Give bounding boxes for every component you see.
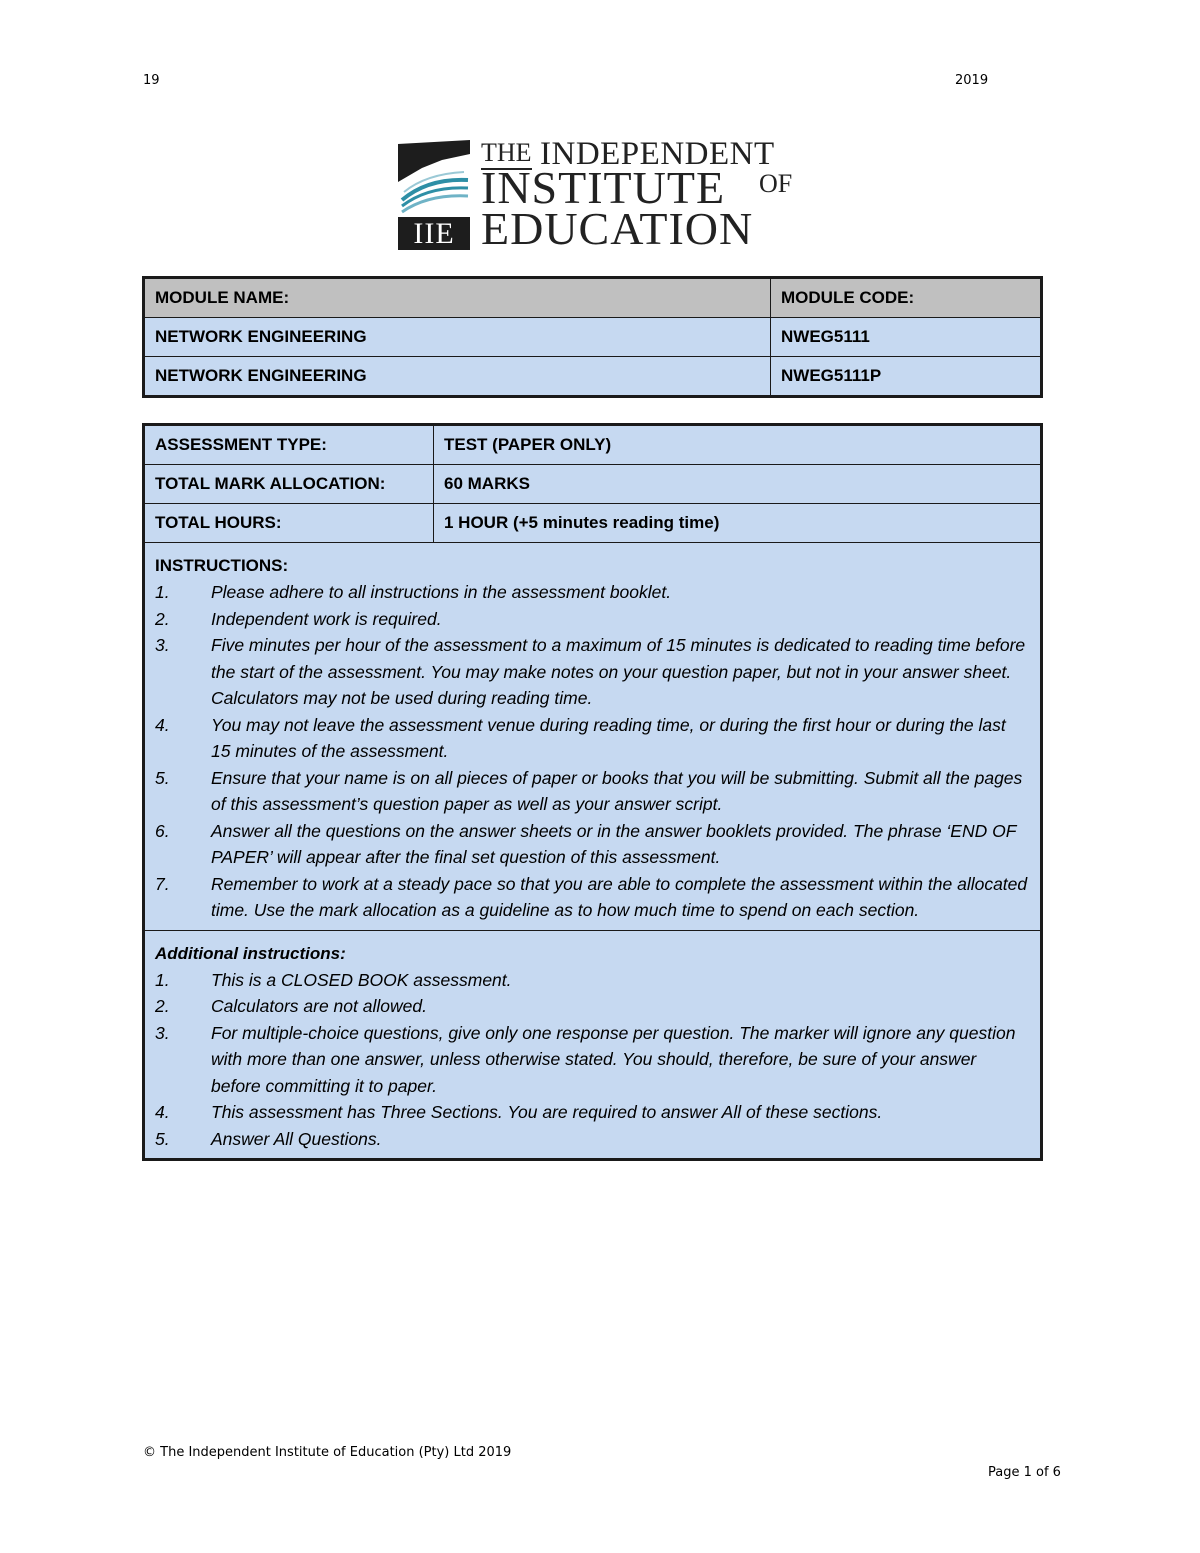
item-text: Remember to work at a steady pace so that you are able to complete the assessment within the allocated time. Use the mark allocation as a guideline as to how much time to spend on each section.: [211, 873, 1028, 920]
table-row: [144, 465, 1042, 504]
page-number: Page 1 of 6: [988, 1465, 1061, 1480]
total-mark-value: 60 MARKS: [434, 465, 1042, 504]
table-row: [144, 318, 1042, 357]
item-number: 4.: [155, 714, 170, 735]
item-text: For multiple-choice questions, give only one response per question. The marker will ignore any question with more than one answer, unless otherwise stated. You should, therefore, be sure of your answer before committing it to paper.: [211, 1022, 1016, 1096]
instructions-title: INSTRUCTIONS:: [155, 556, 289, 575]
item-number: 4.: [155, 1102, 170, 1122]
list-item: [155, 871, 1030, 924]
item-text: This assessment has Three Sections. You are required to answer All of these sections.: [211, 1102, 883, 1122]
assessment-table: [142, 423, 1043, 1161]
total-mark-label: TOTAL MARK ALLOCATION:: [144, 465, 434, 504]
item-number: 1.: [155, 969, 170, 990]
list-item: [155, 632, 1030, 712]
list-item: [155, 765, 1030, 818]
assessment-type-label: ASSESSMENT TYPE:: [144, 425, 434, 465]
logo-institute: INSTITUTE: [481, 162, 726, 213]
item-text: Five minutes per hour of the assessment to a maximum of 15 minutes is dedicated to reading time before the start of the assessment. You may make notes on your question paper, but not in your answer sheet. Calculators may not be used during reading time.: [211, 635, 1026, 708]
total-hours-label: TOTAL HOURS:: [144, 504, 434, 543]
logo-abbreviation: IIE: [398, 217, 470, 250]
additional-instructions-cell: [144, 930, 1042, 1160]
item-number: 3.: [155, 1022, 170, 1043]
item-number: 1.: [155, 582, 170, 602]
header-left-number: 19: [143, 73, 160, 88]
module-code: NWEG5111P: [771, 357, 1042, 397]
list-item: [155, 1020, 1030, 1100]
module-code: NWEG5111: [771, 318, 1042, 357]
footer-copyright: © The Independent Institute of Education (Pty) Ltd 2019: [143, 1445, 512, 1460]
module-table: [142, 276, 1043, 398]
item-text: This is a CLOSED BOOK assessment.: [211, 969, 512, 990]
item-text: Independent work is required.: [211, 608, 442, 629]
table-row: [144, 357, 1042, 397]
item-number: 2.: [155, 608, 170, 629]
module-table-header: [144, 278, 1042, 318]
list-item: [155, 993, 1030, 1020]
list-item: [155, 818, 1030, 871]
item-text: Ensure that your name is on all pieces of paper or books that you will be submitting. Submit all the pages of this assessment’s question paper as well as your answer script.: [211, 767, 1023, 814]
logo-of: OF: [759, 169, 793, 198]
header-year: 2019: [955, 73, 989, 88]
item-number: 5.: [155, 1128, 170, 1149]
additional-instructions-row: [144, 930, 1042, 1160]
additional-instructions-list: [155, 967, 1030, 1153]
module-name-header: MODULE NAME:: [144, 278, 771, 318]
item-number: 2.: [155, 996, 170, 1016]
module-name: NETWORK ENGINEERING: [144, 357, 771, 397]
additional-instructions-title: Additional instructions:: [155, 943, 346, 963]
instructions-list: [155, 579, 1030, 924]
list-item: [155, 712, 1030, 765]
list-item: [155, 1099, 1030, 1126]
item-number: 7.: [155, 873, 170, 894]
list-item: [155, 579, 1030, 606]
list-item: [155, 606, 1030, 633]
list-item: [155, 967, 1030, 994]
item-text: Answer All Questions.: [211, 1128, 382, 1149]
item-text: Answer all the questions on the answer sheets or in the answer booklets provided. The phrase ‘END OF PAPER’ will appear after the final set question of this assessment.: [211, 820, 1017, 867]
total-hours-value: 1 HOUR (+5 minutes reading time): [434, 504, 1042, 543]
iie-logo: [398, 136, 798, 254]
instructions-row: [144, 543, 1042, 931]
item-text: Please adhere to all instructions in the assessment booklet.: [211, 582, 672, 602]
item-number: 6.: [155, 820, 170, 841]
list-item: [155, 1126, 1030, 1153]
item-text: You may not leave the assessment venue during reading time, or during the first hour or during the last 15 minutes of the assessment.: [211, 714, 1006, 761]
module-code-header: MODULE CODE:: [771, 278, 1042, 318]
table-row: [144, 504, 1042, 543]
item-text: Calculators are not allowed.: [211, 996, 427, 1016]
instructions-cell: [144, 543, 1042, 931]
item-number: 5.: [155, 767, 170, 788]
logo-independent: INDEPENDENT: [540, 136, 775, 172]
module-name: NETWORK ENGINEERING: [144, 318, 771, 357]
assessment-type-value: TEST (PAPER ONLY): [434, 425, 1042, 465]
logo-the: THE: [481, 138, 532, 170]
logo-education: EDUCATION: [481, 203, 754, 254]
table-row: [144, 425, 1042, 465]
item-number: 3.: [155, 635, 170, 655]
